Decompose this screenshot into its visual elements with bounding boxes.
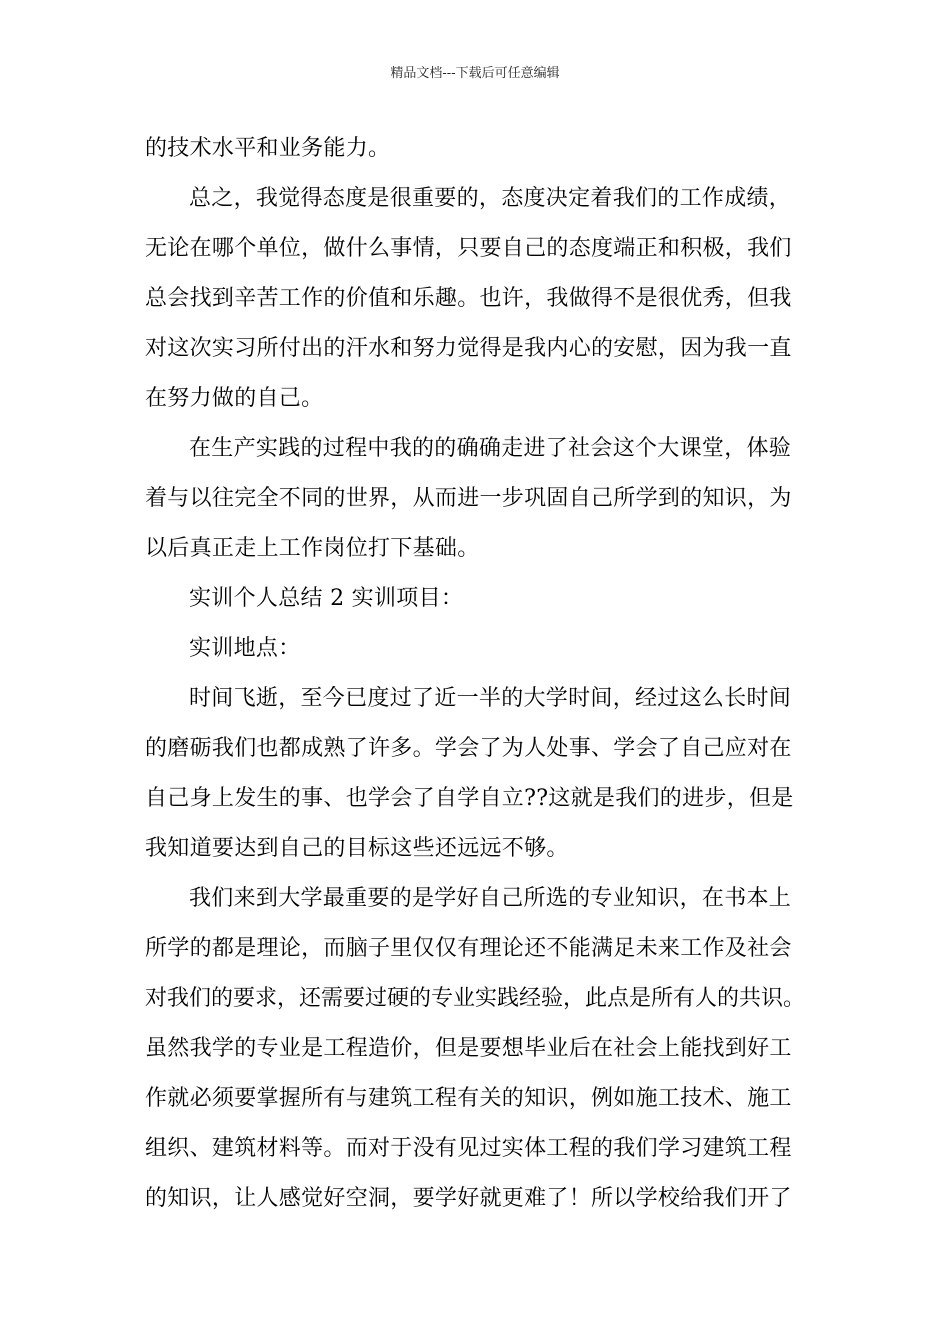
text-line: 我知道要达到自己的目标这些还远远不够。 [145, 836, 569, 861]
text-line: 总会找到辛苦工作的价值和乐趣。也许，我做得不是很优秀，但我 [145, 286, 792, 311]
text-line: 总之，我觉得态度是很重要的，态度决定着我们的工作成绩， [189, 186, 792, 211]
page-header: 精品文档---下载后可任意编辑 [390, 66, 560, 81]
text-line: 我们来到大学最重要的是学好自己所选的专业知识，在书本上 [189, 886, 792, 911]
text-line: 对这次实习所付出的汗水和努力觉得是我内心的安慰，因为我一直 [145, 336, 792, 361]
text-line: 作就必须要掌握所有与建筑工程有关的知识，例如施工技术、施工 [145, 1086, 792, 1111]
text-line: 自己身上发生的事、也学会了自学自立??这就是我们的进步，但是 [145, 786, 794, 811]
text-line: 无论在哪个单位，做什么事情，只要自己的态度端正和积极，我们 [145, 236, 792, 261]
text-line: 的磨砺我们也都成熟了许多。学会了为人处事、学会了自己应对在 [145, 736, 792, 761]
section-title: 实训个人总结 2 实训项目： [189, 586, 464, 611]
text-line: 对我们的要求，还需要过硬的专业实践经验，此点是所有人的共识。 [145, 986, 806, 1011]
text-line: 组织、建筑材料等。而对于没有见过实体工程的我们学习建筑工程 [145, 1136, 792, 1161]
text-line: 所学的都是理论，而脑子里仅仅有理论还不能满足未来工作及社会 [145, 936, 792, 961]
text-line: 以后真正走上工作岗位打下基础。 [145, 536, 480, 561]
text-line: 虽然我学的专业是工程造价，但是要想毕业后在社会上能找到好工 [145, 1036, 792, 1061]
text-line: 时间飞逝，至今已度过了近一半的大学时间，经过这么长时间 [189, 686, 792, 711]
text-line: 在努力做的自己。 [145, 386, 324, 411]
text-line: 着与以往完全不同的世界，从而进一步巩固自己所学到的知识，为 [145, 486, 792, 511]
text-line: 的知识，让人感觉好空洞，要学好就更难了！所以学校给我们开了 [145, 1186, 792, 1211]
text-line: 的技术水平和业务能力。 [145, 136, 391, 161]
section-subtitle: 实训地点： [189, 636, 301, 661]
text-line: 在生产实践的过程中我的的确确走进了社会这个大课堂，体验 [189, 436, 792, 461]
